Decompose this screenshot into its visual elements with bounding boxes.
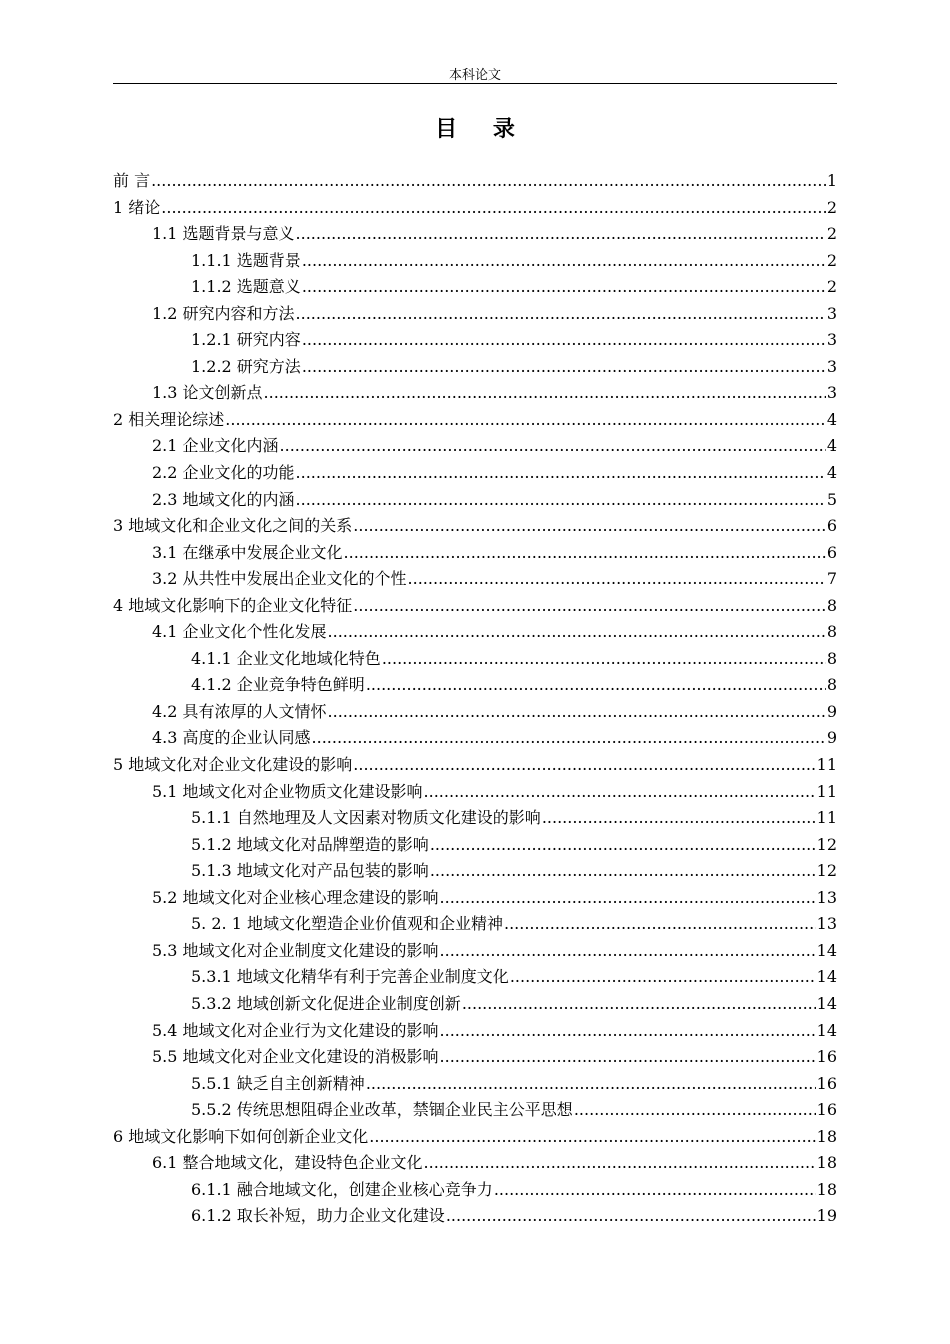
toc-entry-page-number: 19	[816, 1206, 837, 1226]
toc-entry-page-number: 2	[826, 197, 837, 217]
toc-entry[interactable]	[113, 274, 837, 301]
toc-entry-label: 1.2 研究内容和方法	[152, 303, 295, 323]
toc-entry-page-number: 14	[816, 967, 837, 987]
toc-entry-page-number: 8	[826, 648, 837, 668]
toc-entry-label: 5.4 地域文化对企业行为文化建设的影响	[152, 1020, 439, 1040]
toc-entry-page-number: 18	[816, 1126, 837, 1146]
toc-dot-leader	[344, 540, 826, 567]
toc-entry-label: 4.1 企业文化个性化发展	[152, 622, 327, 642]
toc-entry-label: 3 地域文化和企业文化之间的关系	[113, 516, 353, 536]
toc-entry-page-number: 3	[826, 330, 837, 350]
toc-entry-page-number: 16	[816, 1100, 837, 1120]
toc-dot-leader	[494, 1177, 816, 1204]
toc-entry[interactable]	[113, 779, 837, 806]
toc-dot-leader	[366, 672, 826, 699]
toc-entry-page-number: 11	[816, 808, 837, 828]
toc-entry[interactable]	[113, 195, 837, 222]
toc-dot-leader	[504, 911, 816, 938]
toc-dot-leader	[366, 1071, 816, 1098]
toc-entry[interactable]	[113, 1018, 837, 1045]
toc-dot-leader	[302, 248, 826, 275]
toc-entry-page-number: 2	[826, 250, 837, 270]
toc-entry-page-number: 12	[816, 861, 837, 881]
toc-entry-label: 5.1.2 地域文化对品牌塑造的影响	[191, 834, 429, 854]
toc-entry-label: 5.5 地域文化对企业文化建设的消极影响	[152, 1047, 439, 1067]
toc-entry-label: 1.1 选题背景与意义	[152, 224, 295, 244]
toc-entry-page-number: 18	[816, 1179, 837, 1199]
toc-entry[interactable]	[113, 885, 837, 912]
toc-entry-page-number: 6	[826, 516, 837, 536]
toc-entry[interactable]	[113, 380, 837, 407]
toc-dot-leader	[574, 1097, 816, 1124]
toc-entry[interactable]	[113, 487, 837, 514]
toc-dot-leader	[161, 195, 826, 222]
toc-entry[interactable]	[113, 938, 837, 965]
page-title: 目 录	[435, 117, 529, 142]
toc-entry-page-number: 2	[826, 277, 837, 297]
toc-entry-page-number: 4	[826, 436, 837, 456]
toc-entry[interactable]	[113, 327, 837, 354]
toc-entry[interactable]	[113, 1044, 837, 1071]
toc-entry-label: 1.1.2 选题意义	[191, 277, 301, 297]
toc-entry-label: 1.2.1 研究内容	[191, 330, 301, 350]
toc-dot-leader	[440, 938, 816, 965]
toc-entry-page-number: 4	[826, 463, 837, 483]
toc-entry-label: 6.1.2 取长补短，助力企业文化建设	[191, 1206, 445, 1226]
toc-entry-page-number: 12	[816, 834, 837, 854]
toc-entry[interactable]	[113, 725, 837, 752]
toc-entry[interactable]	[113, 168, 837, 195]
toc-entry-label: 5.5.1 缺乏自主创新精神	[191, 1073, 365, 1093]
toc-entry-label: 4.1.2 企业竞争特色鲜明	[191, 675, 365, 695]
toc-entry[interactable]	[113, 1124, 837, 1151]
toc-dot-leader	[296, 221, 826, 248]
toc-entry-label: 1.2.2 研究方法	[191, 356, 301, 376]
toc-dot-leader	[408, 566, 826, 593]
toc-entry-page-number: 18	[816, 1153, 837, 1173]
toc-dot-leader	[296, 460, 826, 487]
toc-entry[interactable]	[113, 1071, 837, 1098]
toc-entry-label: 4.3 高度的企业认同感	[152, 728, 311, 748]
toc-entry-label: 2 相关理论综述	[113, 409, 225, 429]
toc-dot-leader	[353, 513, 826, 540]
toc-entry[interactable]	[113, 991, 837, 1018]
toc-entry-label: 2.1 企业文化内涵	[152, 436, 279, 456]
toc-entry-label: 5. 2. 1 地域文化塑造企业价值观和企业精神	[191, 914, 503, 934]
toc-dot-leader	[302, 274, 826, 301]
toc-entry[interactable]	[113, 1177, 837, 1204]
toc-dot-leader	[328, 699, 826, 726]
toc-entry[interactable]	[113, 619, 837, 646]
toc-entry-page-number: 8	[826, 595, 837, 615]
toc-dot-leader	[430, 832, 816, 859]
toc-entry-page-number: 4	[826, 409, 837, 429]
toc-entry[interactable]	[113, 513, 837, 540]
toc-entry-page-number: 13	[816, 914, 837, 934]
toc-dot-leader	[369, 1124, 815, 1151]
toc-entry-page-number: 8	[826, 675, 837, 695]
toc-entry-label: 4 地域文化影响下的企业文化特征	[113, 595, 353, 615]
toc-entry[interactable]	[113, 221, 837, 248]
toc-entry[interactable]	[113, 248, 837, 275]
toc-entry-page-number: 11	[816, 781, 837, 801]
header-rule	[113, 83, 837, 84]
toc-dot-leader	[328, 619, 826, 646]
toc-entry-page-number: 1	[826, 171, 837, 190]
toc-entry[interactable]	[113, 540, 837, 567]
toc-entry[interactable]	[113, 752, 837, 779]
toc-dot-leader	[296, 487, 826, 514]
toc-dot-leader	[440, 1018, 816, 1045]
toc-entry-label: 5 地域文化对企业文化建设的影响	[113, 755, 353, 775]
toc-entry-page-number: 14	[816, 993, 837, 1013]
toc-entry-label: 5.3 地域文化对企业制度文化建设的影响	[152, 940, 439, 960]
toc-entry-label: 5.3.2 地域创新文化促进企业制度创新	[191, 993, 461, 1013]
toc-entry-label: 3.1 在继承中发展企业文化	[152, 542, 343, 562]
toc-entry-label: 1.3 论文创新点	[152, 383, 263, 403]
toc-dot-leader	[462, 991, 816, 1018]
toc-entry-page-number: 5	[826, 489, 837, 509]
toc-entry[interactable]	[113, 832, 837, 859]
toc-entry-label: 2.2 企业文化的功能	[152, 463, 295, 483]
toc-entry[interactable]	[113, 858, 837, 885]
toc-entry-page-number: 9	[826, 701, 837, 721]
toc-entry[interactable]	[113, 407, 837, 434]
toc-dot-leader	[353, 593, 826, 620]
toc-entry-label: 2.3 地域文化的内涵	[152, 489, 295, 509]
toc-entry[interactable]	[113, 354, 837, 381]
toc-entry-label: 5.2 地域文化对企业核心理念建设的影响	[152, 887, 439, 907]
toc-entry-label: 1.1.1 选题背景	[191, 250, 301, 270]
toc-dot-leader	[424, 1150, 816, 1177]
toc-entry-page-number: 3	[826, 356, 837, 376]
toc-dot-leader	[446, 1203, 816, 1230]
toc-entry[interactable]	[113, 911, 837, 938]
toc-dot-leader	[151, 168, 826, 195]
toc-entry[interactable]	[113, 964, 837, 991]
toc-dot-leader	[440, 885, 816, 912]
toc-entry[interactable]	[113, 699, 837, 726]
toc-dot-leader	[382, 646, 826, 673]
toc-entry-label: 5.5.2 传统思想阻碍企业改革，禁锢企业民主公平思想	[191, 1100, 573, 1120]
toc-dot-leader	[542, 805, 816, 832]
toc-entry-page-number: 2	[826, 224, 837, 244]
toc-entry-label: 3.2 从共性中发展出企业文化的个性	[152, 569, 407, 589]
toc-entry-label: 5.1.3 地域文化对产品包装的影响	[191, 861, 429, 881]
toc-entry[interactable]	[113, 566, 837, 593]
toc-entry[interactable]	[113, 593, 837, 620]
toc-entry-page-number: 14	[816, 940, 837, 960]
toc-dot-leader	[440, 1044, 816, 1071]
toc-entry-label: 前 言	[113, 171, 151, 190]
toc-entry-page-number: 16	[816, 1047, 837, 1067]
toc-dot-leader	[302, 354, 826, 381]
toc-entry-label: 6 地域文化影响下如何创新企业文化	[113, 1126, 369, 1146]
toc-entry-page-number: 6	[826, 542, 837, 562]
toc-entry[interactable]	[113, 646, 837, 673]
toc-dot-leader	[280, 433, 826, 460]
toc-entry-page-number: 16	[816, 1073, 837, 1093]
toc-entry-page-number: 7	[826, 569, 837, 589]
toc-entry[interactable]	[113, 460, 837, 487]
toc-entry-label: 4.1.1 企业文化地域化特色	[191, 648, 381, 668]
page-header: 本科论文	[448, 68, 501, 83]
toc-entry[interactable]	[113, 672, 837, 699]
toc-entry-page-number: 8	[826, 622, 837, 642]
table-of-contents	[113, 168, 837, 1230]
toc-entry-page-number: 14	[816, 1020, 837, 1040]
toc-entry[interactable]	[113, 1097, 837, 1124]
toc-entry-page-number: 3	[826, 383, 837, 403]
toc-entry[interactable]	[113, 433, 837, 460]
toc-entry-label: 5.1.1 自然地理及人文因素对物质文化建设的影响	[191, 808, 541, 828]
toc-entry-label: 5.1 地域文化对企业物质文化建设影响	[152, 781, 423, 801]
toc-dot-leader	[510, 964, 816, 991]
toc-entry-label: 6.1 整合地域文化，建设特色企业文化	[152, 1153, 423, 1173]
toc-dot-leader	[353, 752, 815, 779]
toc-entry[interactable]	[113, 1203, 837, 1230]
toc-dot-leader	[312, 725, 826, 752]
toc-entry[interactable]	[113, 1150, 837, 1177]
toc-dot-leader	[264, 380, 826, 407]
toc-entry[interactable]	[113, 301, 837, 328]
toc-entry-label: 1 绪论	[113, 197, 161, 217]
toc-entry-page-number: 9	[826, 728, 837, 748]
toc-dot-leader	[430, 858, 816, 885]
toc-dot-leader	[424, 779, 816, 806]
toc-entry-label: 6.1.1 融合地域文化，创建企业核心竞争力	[191, 1179, 493, 1199]
toc-entry-page-number: 13	[816, 887, 837, 907]
toc-entry-label: 5.3.1 地域文化精华有利于完善企业制度文化	[191, 967, 509, 987]
toc-dot-leader	[302, 327, 826, 354]
toc-entry[interactable]	[113, 805, 837, 832]
toc-entry-page-number: 11	[816, 755, 837, 775]
toc-entry-label: 4.2 具有浓厚的人文情怀	[152, 701, 327, 721]
toc-dot-leader	[225, 407, 826, 434]
toc-entry-page-number: 3	[826, 303, 837, 323]
toc-dot-leader	[296, 301, 826, 328]
